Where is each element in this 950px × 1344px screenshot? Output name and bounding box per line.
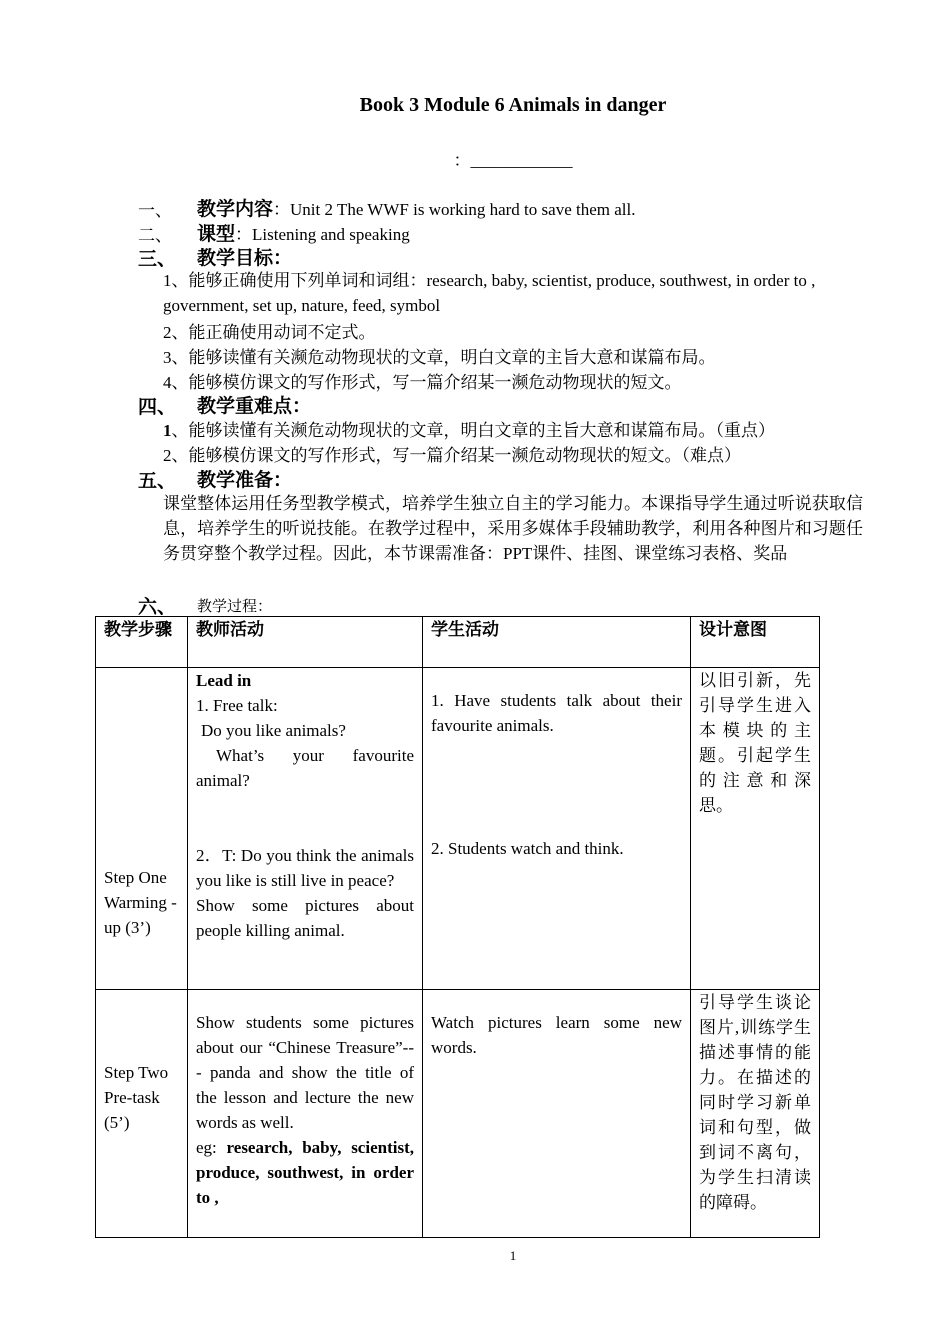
objective-4: 4、能够模仿课文的写作形式，写一篇介绍某一濒危动物现状的短文。 — [163, 373, 682, 392]
objective-3: 3、能够读懂有关濒危动物现状的文章，明白文章的主旨大意和谋篇布局。 — [163, 348, 716, 367]
section-2-heading — [197, 219, 410, 246]
teacher-text: Show students some pictures about our “Chinese Treasure”--- panda and show the title of the lesson and lecture the new words as well. — [196, 1013, 414, 1132]
objective-2: 2、能正确使用动词不定式。 — [163, 323, 376, 342]
step-label: Step One Warming -up (3’) — [104, 868, 177, 937]
teaching-process-table — [95, 616, 820, 1238]
key-point-2 — [163, 441, 741, 466]
lead-in-heading: Lead in — [196, 671, 252, 690]
page-number: 1 — [509, 1248, 517, 1263]
teacher-eg-words: research, baby, scientist, produce, southwest, in order to , — [196, 1138, 414, 1207]
student-cell — [423, 990, 691, 1238]
header-student: 学生活动 — [423, 617, 691, 668]
step-label: Step Two Pre-task (5’) — [104, 1063, 169, 1132]
teacher-free-talk: 1. Free talk: — [196, 696, 278, 715]
section-6-heading: 教学过程： — [197, 599, 273, 615]
step-cell — [96, 668, 188, 990]
teacher-question-1: Do you like animals? — [201, 721, 346, 740]
section-4-number: 四、 — [138, 397, 177, 418]
section-2-value: Listening and speaking — [252, 225, 410, 244]
section-1-number: 一、 — [138, 201, 172, 220]
student-cell — [423, 668, 691, 990]
section-5-heading — [197, 465, 292, 492]
section-5-number: 五、 — [138, 471, 177, 492]
section-2-label: 课型 — [197, 224, 236, 245]
intent-cell: 以旧引新，先引导学生进入本模块的主题。引起学生的注意和深思。 — [691, 668, 820, 990]
preparation-paragraph: 课堂整体运用任务型教学模式，培养学生独立自主的学习能力。本课指导学生通过听说获取信息，培养学生的听说技能。在教学过程中，采用多媒体手段辅助教学，利用各种图片和习题任务贯穿整个教学过程。因此，本节课需准备：PPT课件、挂图、课堂练习表格、奖品 — [163, 494, 863, 563]
student-text: Watch pictures learn some new words. — [431, 1013, 682, 1057]
key-point-1-text: 、能够读懂有关濒危动物现状的文章，明白文章的主旨大意和谋篇布局。（重点） — [171, 421, 775, 440]
key-point-1 — [163, 416, 775, 441]
teacher-question-2: What’s your favourite animal? — [196, 746, 414, 790]
section-3-label: 教学目标： — [197, 248, 293, 269]
section-1-value: Unit 2 The WWF is working hard to save them all. — [290, 200, 636, 219]
teacher-item-2: 2．T: Do you think the animals you like is still live in peace? — [196, 846, 414, 890]
student-item-1: 1. Have students talk about their favourite animals. — [431, 691, 682, 735]
section-1-label: 教学内容 — [197, 199, 274, 220]
header-intent: 设计意图 — [691, 617, 820, 668]
section-4-label: 教学重难点： — [197, 396, 312, 417]
section-5-label: 教学准备： — [197, 470, 293, 491]
section-3-number: 三、 — [138, 249, 177, 270]
section-1-colon: ： — [273, 200, 291, 219]
intent-cell: 引导学生谈论图片,训练学生描述事情的能力。在描述的同时学习新单词和句型，做到词不离句，为学生扫清读的障碍。 — [691, 990, 820, 1238]
section-4-heading — [197, 391, 311, 418]
section-2-colon: ： — [235, 225, 253, 244]
section-3-heading — [197, 243, 292, 270]
key-point-1-number: 1 — [163, 421, 172, 440]
document-title: Book 3 Module 6 Animals in danger — [359, 94, 667, 116]
table-header-row — [96, 617, 820, 668]
teacher-eg-prefix: eg: — [196, 1138, 227, 1157]
teacher-cell — [188, 990, 423, 1238]
step-cell — [96, 990, 188, 1238]
section-2-number: 二、 — [138, 226, 172, 245]
key-point-2-text: 、能够模仿课文的写作形式，写一篇介绍某一濒危动物现状的短文。（难点） — [171, 446, 741, 465]
section-1-heading — [197, 194, 635, 221]
table-row — [96, 990, 820, 1238]
key-point-2-number: 2 — [163, 446, 172, 465]
teacher-cell — [188, 668, 423, 990]
section-6-number: 六、 — [138, 597, 177, 618]
table-row — [96, 668, 820, 990]
author-line: ：____________ — [453, 151, 573, 170]
objective-1: 1、能够正确使用下列单词和词组：research, baby, scientist, produce, southwest, in order to , government, set up, nature, feed, symbol — [163, 271, 816, 315]
student-item-2: 2. Students watch and think. — [431, 839, 624, 858]
teacher-item-3: Show some pictures about people killing animal. — [196, 896, 414, 940]
header-step: 教学步骤 — [96, 617, 188, 668]
teacher-example — [196, 1135, 414, 1210]
header-teacher: 教师活动 — [188, 617, 423, 668]
